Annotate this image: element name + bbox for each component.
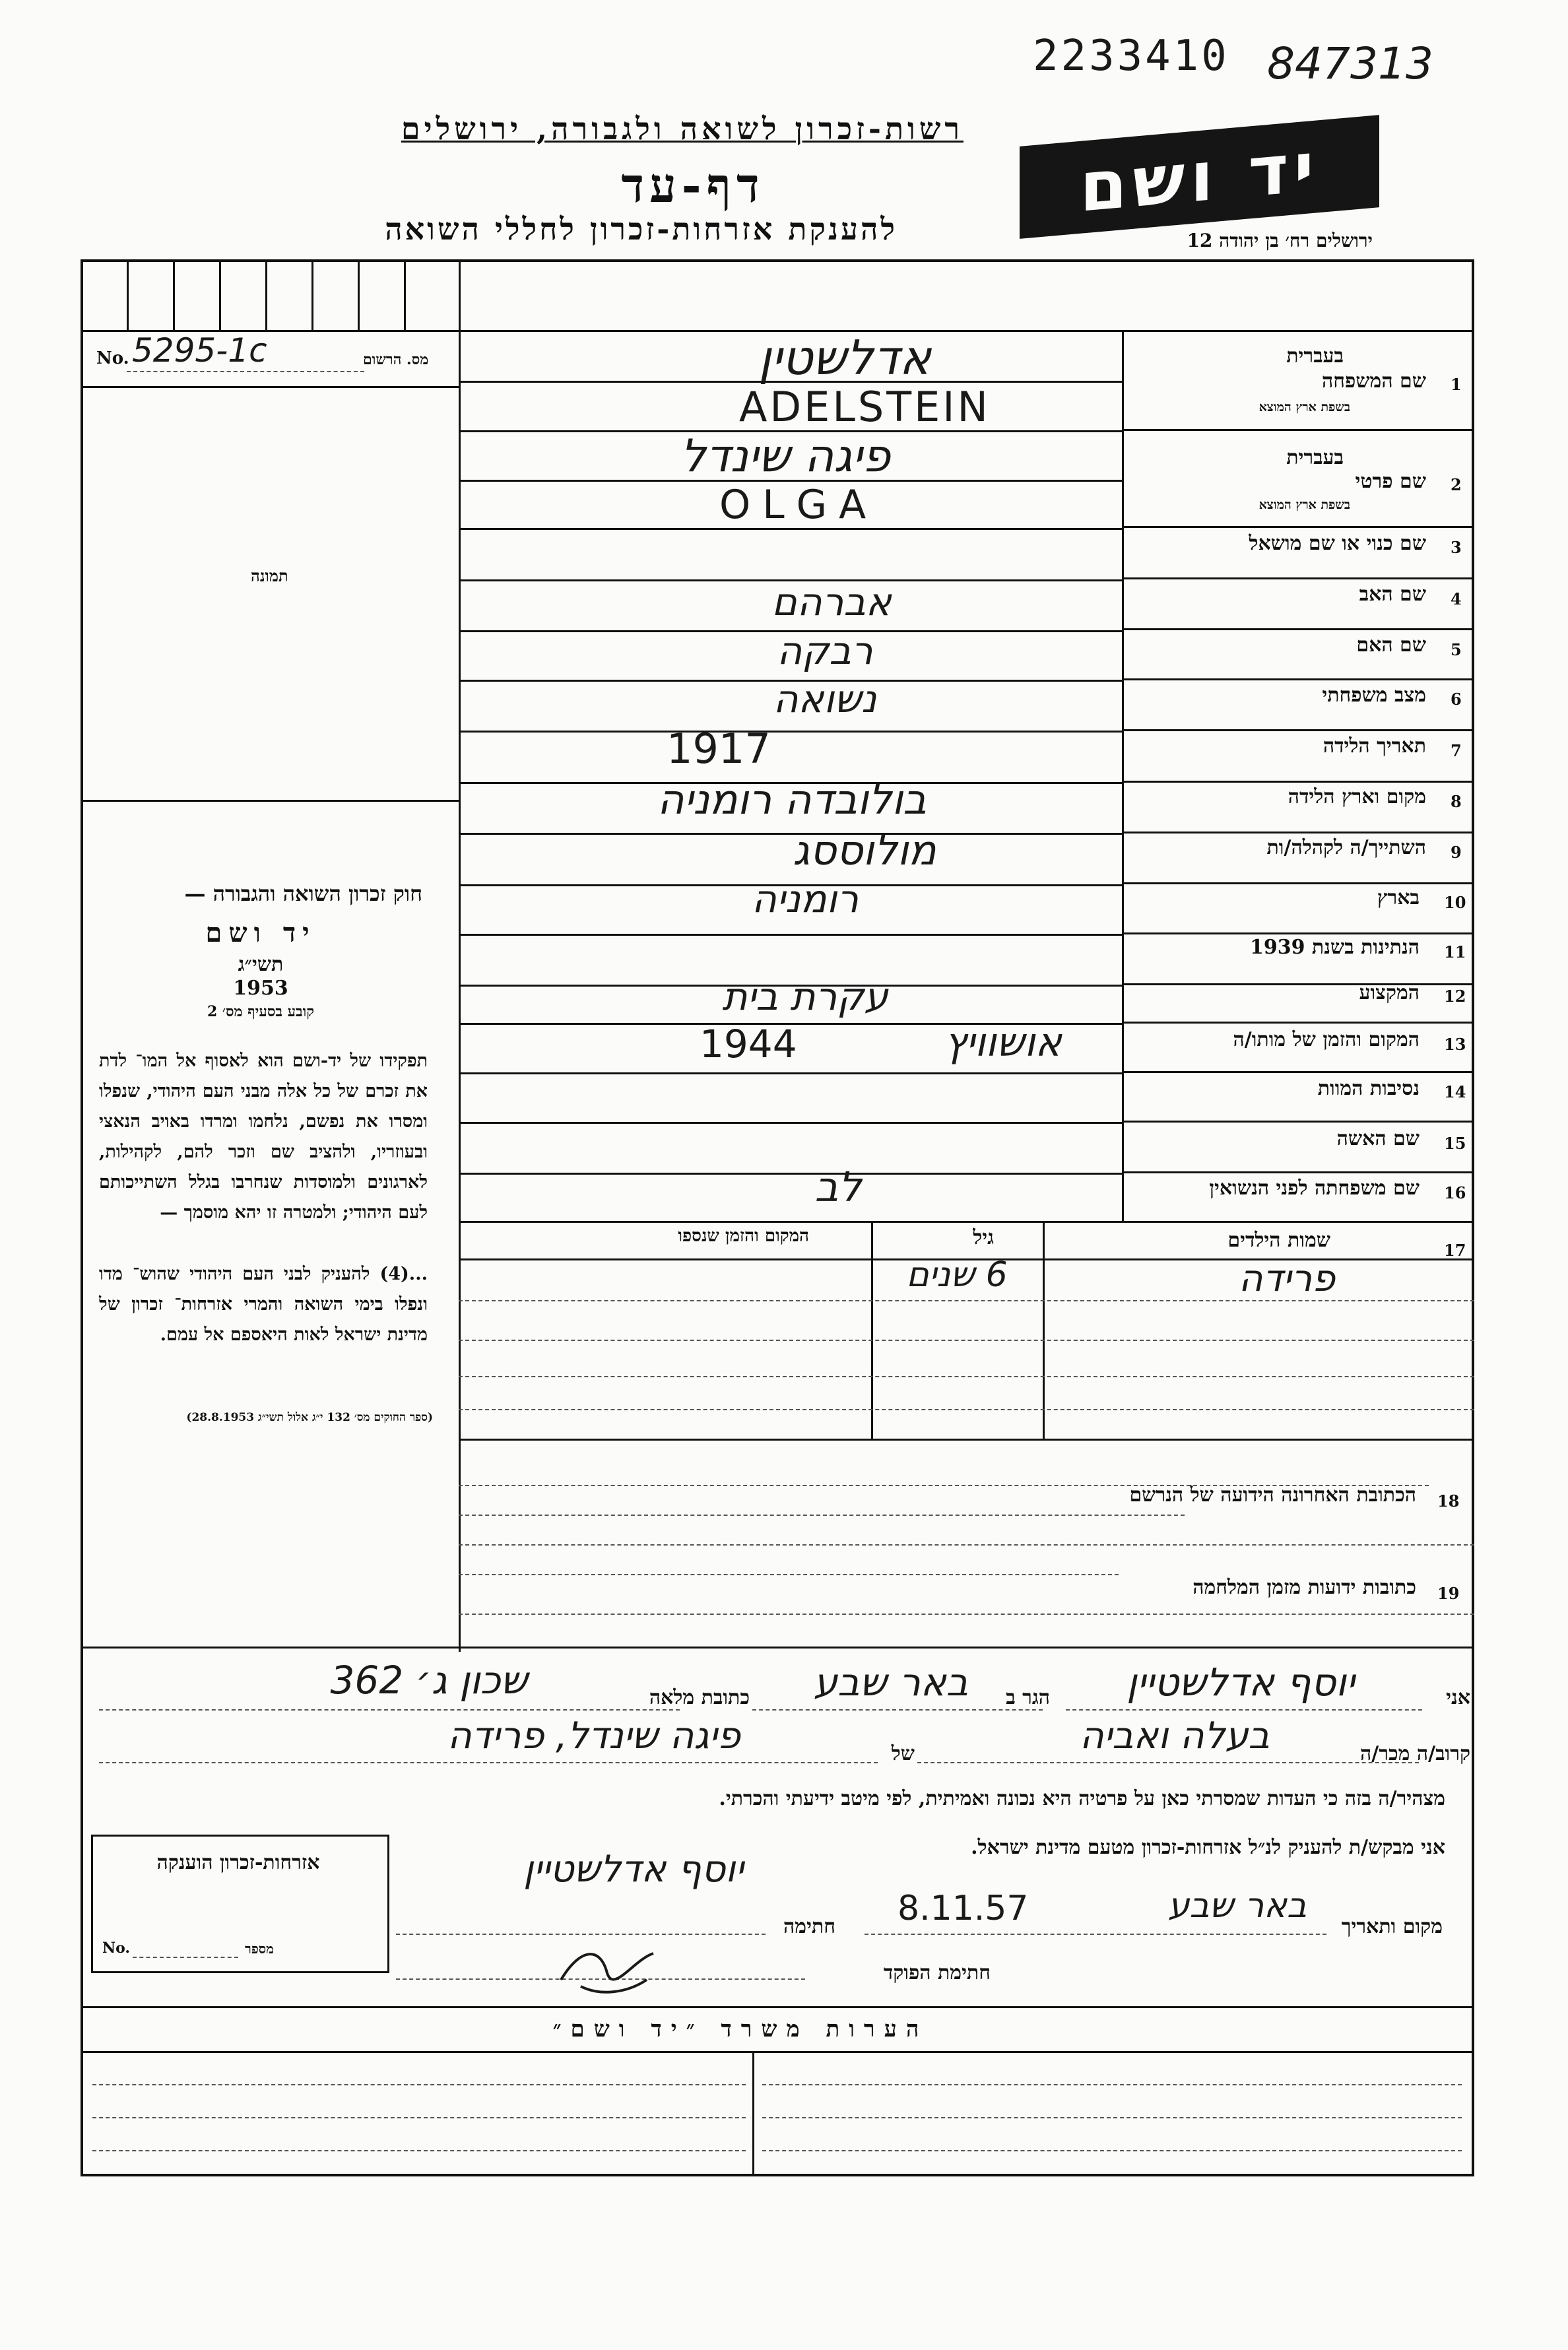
citizenship-box-number-label: מספר [245,1941,274,1957]
law-title: חוק זכרון השואה והגבורה — [184,881,422,906]
decl-hagar-b: הגר ב [1006,1686,1050,1709]
logo-address: ירושלים רח׳ בן יהודה 12 [1187,230,1373,251]
decl-signature-value: יוסף אדלשטיין [523,1848,744,1891]
value-family-name-hebrew: אדלשטין [758,330,931,385]
label-children-age: גיל [973,1226,994,1249]
value-family-name-latin: ADELSTEIN [739,383,991,431]
field-number-2: 2 [1451,475,1462,494]
field-number-13: 13 [1444,1035,1466,1054]
value-country: רומניה [751,876,859,921]
decl-request: אני מבקש/ת להעניק לנ״ל אזרחות-זכרון מטעם מדינת ישראל. [971,1836,1445,1859]
handwritten-number: 847313 [1267,38,1433,89]
decl-relative-label: קרוב/ה מכר/ה [1360,1742,1470,1765]
authority-name: רשות-זכרון לשואה ולגבורה, ירושלים [401,111,964,147]
form-title: דף-עד [621,157,765,213]
citizenship-box [91,1835,389,1973]
label-citizenship-1939: הנתינות בשנת 1939 [1249,936,1420,959]
field-number-12: 12 [1444,987,1466,1006]
remarks-title: הערות משרד ״יד ושם״ [552,2016,929,2042]
label-birth-place: מקום וארץ הלידה [1288,785,1426,808]
value-marital-status: נשואה [773,676,877,721]
decl-statement: מצהיר/ה בזה כי העדות שמסרתי כאן על פרטיה היא נכונה ואמיתית, לפי מיטב ידיעתי והכרתי. [719,1787,1445,1810]
field-number-4: 4 [1451,589,1462,608]
field-number-15: 15 [1444,1134,1466,1153]
law-reference: (ספר החוקים מס׳ 132 י״ג אלול תשי״ג 28.8.1953) [186,1411,433,1424]
logo-text: יד ושם [1080,126,1319,228]
law-paragraph-2: ...(4) להעניק לבני העם היהודי שהוש־ מדו ונפלו בימי השואה והמרי אזרחות־ זכרון של מדינת ישראל לאות היאספם אל עמם. [99,1264,428,1345]
label-first-name-hebrew: בעברית [1286,446,1344,469]
law-year: 1953 [233,977,288,1000]
label-wife-name: שם האשה [1336,1127,1420,1150]
field-number-16: 16 [1444,1183,1466,1202]
registration-prefix: No. [96,348,129,368]
field-number-7: 7 [1451,741,1462,760]
serial-number: 2233410 [1033,32,1229,81]
value-first-name-hebrew: פיגה שינדל [680,430,891,482]
field-number-17: 17 [1444,1241,1466,1260]
value-first-name-latin: OLGA [719,482,878,528]
decl-of-value: פיגה שינדל, פרידה [447,1714,740,1757]
value-community: מולוססג [793,826,936,874]
decl-relation-value: בעלה ואביה [1080,1714,1270,1757]
label-children-death: המקום והזמן שנספו [678,1226,809,1246]
value-death-place: אושוויץ [944,1020,1062,1066]
label-birth-date: תאריך הלידה [1323,734,1426,758]
label-family-name-hebrew: בעברית [1286,344,1344,368]
label-nickname: שם כנוי או שם מושאל [1249,532,1426,555]
field-number-1: 1 [1451,375,1462,394]
label-maiden-name: שם משפחתה לפני הנשואין [1209,1177,1420,1200]
label-wartime-addresses: כתובות ידועות מזמן המלחמה [1192,1576,1416,1599]
field-number-10: 10 [1444,893,1466,912]
field-number-6: 6 [1451,690,1462,709]
decl-place-date-label: מקום ותאריך [1341,1915,1443,1938]
decl-city-value: באר שבע [813,1660,969,1705]
value-mother-name: רבקה [777,628,873,673]
label-death-circumstances: נסיבות המוות [1317,1077,1420,1100]
label-children-names: שמות הילדים [1227,1229,1330,1252]
value-profession: עקרת בית [722,974,888,1019]
label-last-address: הכתובת האחרונה הידועה של הנרשם [1129,1484,1416,1507]
field-number-11: 11 [1444,942,1466,962]
law-clause: קובע בסעיף מס׳ 2 [207,1003,315,1020]
label-community: השתייך/ה לקהלה/ות [1266,836,1426,859]
field-number-14: 14 [1444,1082,1466,1101]
decl-signature-label: חתימה [783,1915,835,1938]
photo-label: תמונה [251,566,288,585]
decl-place-value: באר שבע [1167,1886,1307,1926]
label-profession: המקצוע [1359,981,1420,1004]
decl-address-label: כתובת מלאה [649,1686,750,1709]
label-father-name: שם האב [1359,583,1426,606]
label-country: בארץ [1377,886,1420,909]
decl-name-value: יוסף אדלשטיין [1127,1660,1355,1705]
decl-address-value: שכון ג׳ 362 [330,1658,528,1703]
decl-officer-label: חתימת הפוקד [883,1961,991,1984]
decl-ani: אני [1446,1686,1470,1709]
value-birth-date: 1917 [667,725,771,773]
decl-date-value: 8.11.57 [898,1889,1029,1928]
value-death-year: 1944 [700,1022,797,1066]
law-year-heb: תשי״ג [238,953,284,976]
label-mother-name: שם האם [1356,634,1426,657]
officer-signature-mark [554,1934,660,2006]
form-subtitle: להענקת אזרחות-זכרון לחללי השואה [385,211,898,247]
label-marital-status: מצב משפחתי [1322,684,1426,707]
label-first-name: שם פרטי [1355,470,1426,493]
decl-shel: של [891,1742,915,1765]
value-father-name: אברהם [771,579,892,624]
label-family-name: שם המשפחה [1321,370,1426,393]
field-number-5: 5 [1451,640,1462,659]
citizenship-box-no: No. [102,1940,131,1957]
value-child-name: פרידה [1238,1257,1336,1300]
registration-label: מס. הרשום [363,351,429,368]
label-death-place-time: המקום והזמן של מותו/ה [1233,1028,1420,1051]
value-birth-place: בולובדה רומניה [657,775,927,824]
citizenship-box-title: אזרחות-זכרון הוענקה [156,1851,320,1874]
law-paragraph-1: תפקידו של יד-ושם הוא לאסוף אל המו־ לדת את זכרם של כל אלה מבני העם היהודי, שנפלו ומסרו את נפשם, נלחמו ומרדו באויב הנאצי ובעוזריו, ולהציב שם וזכר להם, לקהילות, לארגונים ולמוסדות שנחרבו בגלל השתייכותם לעם היהודי; ולמטרה זו יהא מוסמך — [99,1051,428,1223]
field-number-3: 3 [1451,538,1462,557]
yad-vashem-logo [1020,115,1379,239]
law-name: יד ושם [205,917,316,948]
field-number-9: 9 [1451,843,1462,862]
field-number-19: 19 [1437,1584,1460,1603]
label-first-name-origin: בשפת ארץ המוצא [1258,498,1350,512]
value-child-age: 6 שנים [906,1255,1008,1295]
field-number-18: 18 [1437,1491,1460,1511]
registration-number: 5295-1c [132,331,267,370]
value-maiden-name: לב [814,1163,862,1211]
label-family-name-origin: בשפת ארץ המוצא [1258,400,1350,414]
field-number-8: 8 [1451,792,1462,811]
